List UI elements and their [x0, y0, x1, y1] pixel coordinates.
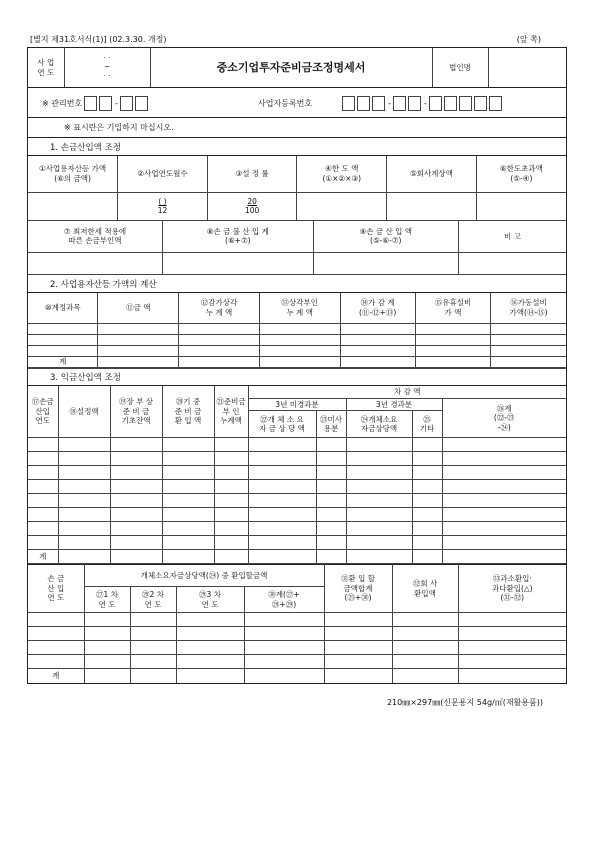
table-cell[interactable]	[244, 613, 324, 627]
business-number-box[interactable]	[393, 96, 406, 111]
table-cell[interactable]	[214, 494, 248, 508]
table-cell[interactable]	[346, 494, 412, 508]
table-cell[interactable]	[28, 627, 84, 641]
table-cell[interactable]	[176, 627, 244, 641]
col-deduct-year-2: 손 금 산 입 연 도	[28, 565, 84, 613]
table-cell[interactable]	[244, 627, 324, 641]
table-cell[interactable]	[162, 508, 214, 522]
section1-title: 1. 손금산입액 조정	[50, 142, 121, 153]
col-months: ②사업연도월수	[118, 156, 208, 192]
table-cell[interactable]	[248, 508, 316, 522]
table-cell[interactable]	[412, 494, 442, 508]
table-cell[interactable]	[58, 466, 110, 480]
notice: ※ 표시란은 기입하지 마십시오.	[64, 123, 174, 132]
table-cell[interactable]	[214, 466, 248, 480]
col-excess: ⑥한도초과액 (⑤-④)	[476, 156, 566, 192]
page-side: (앞 쪽)	[516, 35, 541, 44]
table-cell[interactable]	[316, 494, 346, 508]
table-cell[interactable]	[162, 494, 214, 508]
table-cell[interactable]	[248, 452, 316, 466]
table-cell[interactable]	[259, 323, 340, 334]
table-cell[interactable]	[442, 480, 566, 494]
table-cell[interactable]	[442, 452, 566, 466]
table-cell[interactable]	[340, 323, 415, 334]
col-company-return: ㉜회 사 환입액	[392, 565, 458, 613]
col-asset-value: ①사업용자산등 가액 (⑥의 금액)	[28, 156, 118, 192]
table-cell[interactable]	[346, 466, 412, 480]
table-cell[interactable]	[58, 494, 110, 508]
table-cell[interactable]	[176, 641, 244, 655]
table-cell[interactable]	[491, 323, 566, 334]
non-deductible-cell[interactable]	[163, 253, 314, 275]
table-cell[interactable]	[346, 536, 412, 550]
adjustment-form	[27, 47, 567, 684]
table-cell[interactable]	[491, 334, 566, 345]
paper-spec: 210㎜×297㎜(신문용지 54g/㎡(재활용품))	[386, 698, 543, 707]
table-cell[interactable]	[28, 438, 58, 452]
table-cell[interactable]	[110, 522, 162, 536]
table-cell[interactable]	[415, 356, 490, 367]
business-number-box[interactable]	[342, 96, 355, 111]
table-cell[interactable]	[28, 466, 58, 480]
table-cell[interactable]	[316, 522, 346, 536]
months-bottom: 12	[157, 206, 168, 215]
table-cell[interactable]	[442, 550, 566, 564]
dash: -	[115, 99, 119, 108]
table-cell[interactable]	[110, 494, 162, 508]
table-cell[interactable]	[130, 627, 176, 641]
table-cell[interactable]	[412, 438, 442, 452]
table-cell[interactable]	[415, 334, 490, 345]
col-account: ⑩계정과목	[28, 293, 98, 323]
col-return-group: 개체소요자금상당액(㉔) 중 환입할금액	[84, 565, 324, 587]
table-cell[interactable]	[324, 627, 392, 641]
col-replacement-a: ㉒개 체 소 요 자 금 상 당 액	[248, 411, 316, 438]
table-cell[interactable]	[130, 613, 176, 627]
col-setting: ⑱설정액	[58, 386, 110, 438]
col-opening: ⑲장 부 상 준 비 금 기초잔액	[110, 386, 162, 438]
table-cell[interactable]	[259, 334, 340, 345]
table-cell[interactable]	[259, 356, 340, 367]
table-cell[interactable]	[316, 466, 346, 480]
table-cell[interactable]	[162, 550, 214, 564]
table-cell[interactable]	[28, 323, 98, 334]
col-replacement-b: ㉔개체소요 자금상당액	[346, 411, 412, 438]
table-cell[interactable]	[316, 438, 346, 452]
table-cell[interactable]	[392, 641, 458, 655]
months-cell[interactable]	[118, 192, 208, 220]
table-cell[interactable]	[58, 550, 110, 564]
col-net: ⑭가 감 계 (⑪-⑫+⑬)	[340, 293, 415, 323]
col-operating: ⑯가동설비 가액(⑭-⑮)	[491, 293, 566, 323]
business-number-label: 사업자등록번호	[258, 99, 313, 108]
total-label: 계	[28, 669, 84, 683]
table-cell[interactable]	[162, 522, 214, 536]
table-cell[interactable]	[179, 345, 260, 356]
corp-name-label: 법인명	[432, 48, 488, 87]
table-cell[interactable]	[176, 669, 244, 683]
table-cell[interactable]	[442, 466, 566, 480]
table-cell[interactable]	[346, 522, 412, 536]
table-cell[interactable]	[458, 669, 566, 683]
table-cell[interactable]	[412, 508, 442, 522]
table-cell[interactable]	[442, 494, 566, 508]
table-cell[interactable]	[324, 655, 392, 669]
remarks-cell[interactable]	[458, 253, 566, 275]
table-cell[interactable]	[346, 550, 412, 564]
period-label: 사 업 연 도	[28, 48, 64, 87]
table-cell[interactable]	[392, 613, 458, 627]
table-cell[interactable]	[442, 536, 566, 550]
table-cell[interactable]	[248, 494, 316, 508]
form-reference: [별지 제31호서식(1)] (02.3.30. 개정)	[30, 35, 167, 44]
table-cell[interactable]	[392, 669, 458, 683]
table-cell[interactable]	[316, 536, 346, 550]
business-number-box[interactable]	[408, 96, 421, 111]
table-cell[interactable]	[324, 613, 392, 627]
table-cell[interactable]	[316, 480, 346, 494]
form-title: 중소기업투자준비금조정명세서	[150, 48, 432, 87]
table-cell[interactable]	[248, 466, 316, 480]
table-cell[interactable]	[412, 550, 442, 564]
period-value[interactable]: · · ~ · ·	[64, 48, 150, 87]
table-cell[interactable]	[244, 641, 324, 655]
table-cell[interactable]	[324, 669, 392, 683]
table-cell[interactable]	[176, 655, 244, 669]
corp-name-field[interactable]	[488, 48, 566, 87]
col-idle: ⑮유휴설비 가 액	[415, 293, 490, 323]
table-cell[interactable]	[491, 356, 566, 367]
col-return-total: ㉛환 입 할 금액합계 (㉕+㉚)	[324, 565, 392, 613]
col-remarks: 비 고	[458, 221, 566, 253]
table-cell[interactable]	[442, 508, 566, 522]
table-cell[interactable]	[214, 452, 248, 466]
col-year-3: ㉙3 차 연 도	[176, 587, 244, 613]
dash: -	[388, 99, 391, 108]
table-cell[interactable]	[458, 655, 566, 669]
table-cell[interactable]	[491, 345, 566, 356]
table-cell[interactable]	[162, 466, 214, 480]
table-cell[interactable]	[58, 508, 110, 522]
table-cell[interactable]	[110, 480, 162, 494]
table-cell[interactable]	[248, 550, 316, 564]
col-year-2: ㉘2 차 연 도	[130, 587, 176, 613]
table-cell[interactable]	[214, 480, 248, 494]
table-cell[interactable]	[110, 452, 162, 466]
table-cell[interactable]	[28, 522, 58, 536]
col-deductible: ⑨손 금 산 입 액 (⑤-⑥-⑦)	[313, 221, 458, 253]
table-cell[interactable]	[84, 669, 130, 683]
table-cell[interactable]	[84, 641, 130, 655]
col-rate: ③설 정 률	[207, 156, 297, 192]
management-number-label: ※ 관리번호	[42, 99, 83, 108]
table-cell[interactable]	[176, 613, 244, 627]
table-cell[interactable]	[110, 536, 162, 550]
asset-value-cell[interactable]	[28, 192, 118, 220]
deductible-cell[interactable]	[313, 253, 458, 275]
table-cell[interactable]	[130, 669, 176, 683]
management-number-box	[120, 96, 133, 111]
business-number-box[interactable]	[372, 96, 385, 111]
limit-cell[interactable]	[297, 192, 387, 220]
table-cell[interactable]	[162, 536, 214, 550]
col-accum-depr: ⑫감가상각 누 계 액	[179, 293, 260, 323]
table-cell[interactable]	[412, 466, 442, 480]
table-cell[interactable]	[259, 345, 340, 356]
col-unused: ㉓미사 용분	[316, 411, 346, 438]
table-cell[interactable]	[28, 641, 84, 655]
table-cell[interactable]	[244, 655, 324, 669]
months-top: ( )	[158, 196, 167, 206]
business-number-box[interactable]	[459, 96, 472, 111]
table-cell[interactable]	[162, 438, 214, 452]
table-cell[interactable]	[442, 522, 566, 536]
section3-title: 3. 익금산입액 조정	[50, 372, 121, 383]
table-cell[interactable]	[98, 323, 179, 334]
col-company-amount: ⑤회사계상액	[387, 156, 477, 192]
table-cell[interactable]	[214, 550, 248, 564]
management-number-box	[99, 96, 112, 111]
rate-bottom: 100	[244, 206, 260, 215]
col-limit: ④한 도 액 (①×②×③)	[297, 156, 387, 192]
table-cell[interactable]	[340, 356, 415, 367]
business-number-box[interactable]	[474, 96, 487, 111]
table-cell[interactable]	[179, 323, 260, 334]
col-other: ㉕ 기타	[412, 411, 442, 438]
table-cell[interactable]	[214, 522, 248, 536]
table-cell[interactable]	[340, 334, 415, 345]
table-cell[interactable]	[110, 438, 162, 452]
total-label: 계	[28, 356, 98, 367]
col-return-diff: ㉝과소환입· 과다환입(△) (㉛-㉜)	[458, 565, 566, 613]
col-over-3yrs: 3년 경과분	[346, 399, 442, 411]
table-cell[interactable]	[346, 508, 412, 522]
excess-cell[interactable]	[476, 192, 566, 220]
col-non-deductible: ⑧손 금 불 산 입 계 (⑥+⑦)	[163, 221, 314, 253]
table-cell[interactable]	[179, 356, 260, 367]
table-cell[interactable]	[346, 480, 412, 494]
table-cell[interactable]	[316, 508, 346, 522]
table-cell[interactable]	[28, 480, 58, 494]
table-cell[interactable]	[58, 452, 110, 466]
table-cell[interactable]	[412, 480, 442, 494]
table-cell[interactable]	[28, 536, 58, 550]
management-number-box	[135, 96, 148, 111]
table-cell[interactable]	[415, 323, 490, 334]
table-cell[interactable]	[110, 466, 162, 480]
table-cell[interactable]	[28, 613, 84, 627]
rate-cell	[207, 192, 297, 220]
table-cell[interactable]	[244, 669, 324, 683]
col-deduction: 차 감 액	[248, 386, 566, 399]
table-cell[interactable]	[248, 438, 316, 452]
table-cell[interactable]	[84, 613, 130, 627]
table-cell[interactable]	[214, 438, 248, 452]
table-cell[interactable]	[392, 627, 458, 641]
table-cell[interactable]	[28, 334, 98, 345]
table-cell[interactable]	[28, 508, 58, 522]
table-cell[interactable]	[130, 655, 176, 669]
table-cell[interactable]	[130, 641, 176, 655]
table-cell[interactable]	[84, 627, 130, 641]
table-cell[interactable]	[28, 452, 58, 466]
table-cell[interactable]	[162, 480, 214, 494]
min-tax-cell[interactable]	[28, 253, 163, 275]
rate-top: 20	[247, 196, 257, 206]
table-cell[interactable]	[28, 494, 58, 508]
table-cell[interactable]	[392, 655, 458, 669]
col-min-tax: ⑦ 최저한세 적용에 따른 손금부인액	[28, 221, 163, 253]
table-cell[interactable]	[458, 613, 566, 627]
table-cell[interactable]	[110, 508, 162, 522]
company-amount-cell[interactable]	[387, 192, 477, 220]
business-number-box[interactable]	[429, 96, 442, 111]
table-cell[interactable]	[458, 627, 566, 641]
table-cell[interactable]	[458, 641, 566, 655]
table-cell[interactable]	[346, 438, 412, 452]
table-cell[interactable]	[316, 452, 346, 466]
table-cell[interactable]	[58, 536, 110, 550]
table-cell[interactable]	[248, 522, 316, 536]
col-reject: ㉑준비금 부 인 누계액	[214, 386, 248, 438]
table-cell[interactable]	[110, 550, 162, 564]
table-cell[interactable]	[346, 452, 412, 466]
col-deduct-year: ⑰손금 산입 연도	[28, 386, 58, 438]
business-number-box[interactable]	[444, 96, 457, 111]
table-cell[interactable]	[412, 522, 442, 536]
table-cell[interactable]	[84, 655, 130, 669]
total-label: 계	[28, 550, 58, 564]
section2-title: 2. 사업용자산등 가액의 계산	[50, 279, 157, 290]
table-cell[interactable]	[340, 345, 415, 356]
business-number-box[interactable]	[357, 96, 370, 111]
table-cell[interactable]	[58, 438, 110, 452]
table-cell[interactable]	[98, 334, 179, 345]
table-cell[interactable]	[248, 480, 316, 494]
table-cell[interactable]	[58, 522, 110, 536]
col-under-3yrs: 3년 미경과분	[248, 399, 346, 411]
col-year-1: ㉗1 차 연 도	[84, 587, 130, 613]
table-cell[interactable]	[98, 345, 179, 356]
table-cell[interactable]	[442, 438, 566, 452]
table-cell[interactable]	[214, 508, 248, 522]
col-deduct-total: ㉖계 (㉒-㉓ -㉔)	[442, 399, 566, 438]
table-cell[interactable]	[214, 536, 248, 550]
management-number-box	[84, 96, 97, 111]
table-cell[interactable]	[179, 334, 260, 345]
business-number-box[interactable]	[489, 96, 502, 111]
table-cell[interactable]	[162, 452, 214, 466]
table-cell[interactable]	[98, 356, 179, 367]
table-cell[interactable]	[415, 345, 490, 356]
table-cell[interactable]	[58, 480, 110, 494]
col-year-sum: ㉚계(㉗+ ㉘+㉙)	[244, 587, 324, 613]
table-cell[interactable]	[28, 345, 98, 356]
dash: -	[424, 99, 427, 108]
table-cell[interactable]	[28, 655, 84, 669]
table-cell[interactable]	[248, 536, 316, 550]
col-depr-reject: ⑬상각부인 누 계 액	[259, 293, 340, 323]
table-cell[interactable]	[324, 641, 392, 655]
table-cell[interactable]	[412, 536, 442, 550]
col-amount: ⑪금 액	[98, 293, 179, 323]
col-returned: ⑳기 중 준 비 금 환 입 액	[162, 386, 214, 438]
table-cell[interactable]	[316, 550, 346, 564]
table-cell[interactable]	[412, 452, 442, 466]
